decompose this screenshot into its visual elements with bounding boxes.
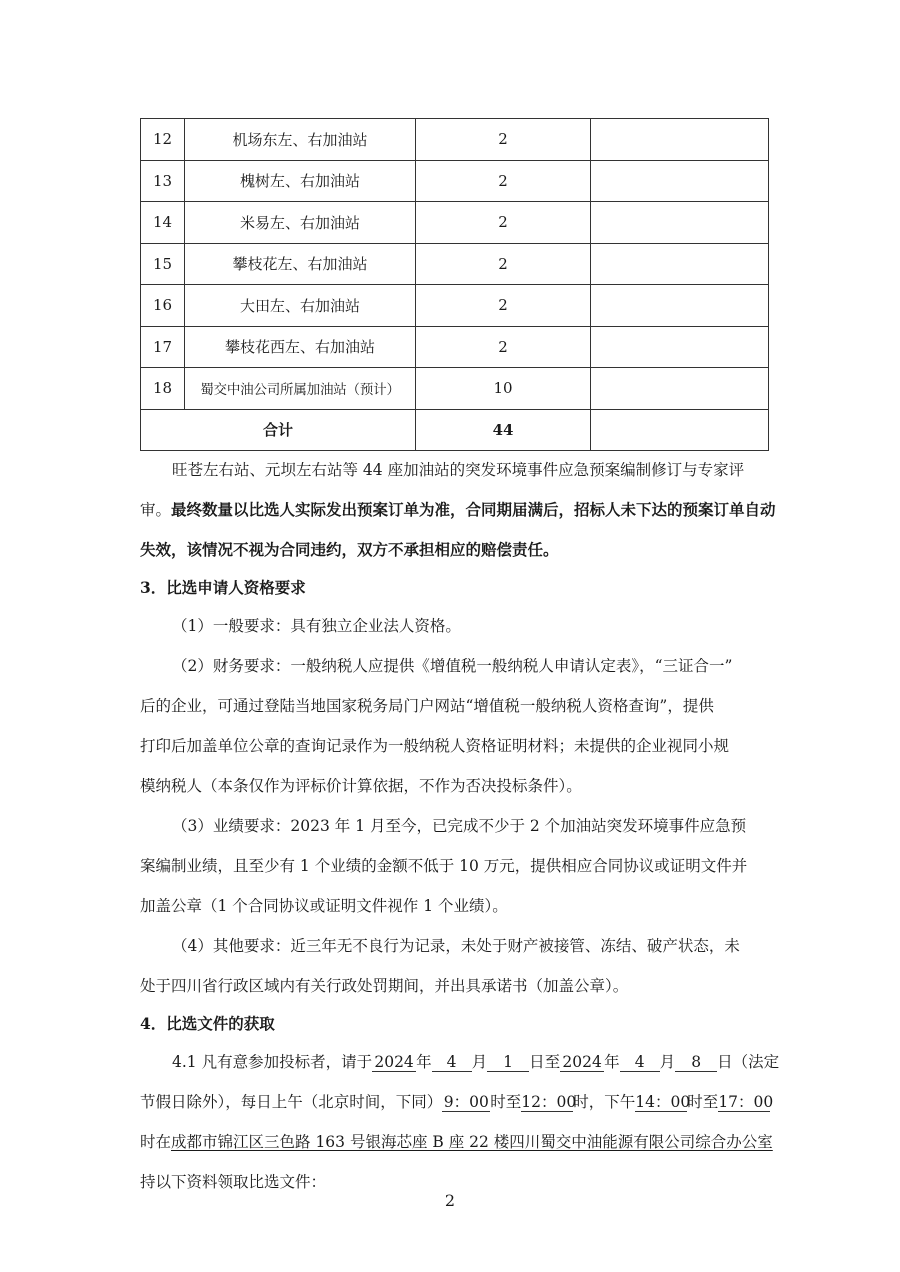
table-total-row: [141, 409, 769, 451]
month-char-2: 月: [659, 1053, 676, 1071]
total-note: [591, 409, 769, 451]
station-count: 2: [416, 285, 591, 327]
scope-line-1: 旺苍左右站、元坝左右站等 44 座加油站的突发环境事件应急预案编制修订与专家评: [172, 461, 745, 479]
acquisition-prefix: 4.1 凡有意参加投标者，请于: [172, 1053, 373, 1071]
page-number: 2: [444, 1191, 456, 1210]
am-end-field: 12：00: [521, 1093, 577, 1111]
table-row: [141, 243, 769, 285]
requirement-4-line-1: （4）其他要求：近三年无不良行为记录，未处于财产被接管、冻结、破产状态，未: [172, 937, 740, 955]
start-month-field: 4: [432, 1053, 472, 1072]
scope-line-2-bold: 最终数量以比选人实际发出预案订单为准，合同期届满后，招标人未下达的预案订单自动: [171, 500, 776, 519]
scope-line-2-normal: 审。: [140, 501, 172, 519]
requirement-2-line-1: （2）财务要求：一般纳税人应提供《增值税一般纳税人申请认定表》，“三证合一”: [172, 657, 733, 675]
year-char: 年: [416, 1053, 432, 1071]
gas-station-table: [140, 118, 769, 451]
row-note: [591, 202, 769, 244]
end-month-field: 4: [620, 1053, 660, 1072]
station-name: 槐树左、右加油站: [185, 160, 416, 202]
table-row: [141, 285, 769, 327]
station-count: 2: [416, 326, 591, 368]
table-row: [141, 202, 769, 244]
station-count: 10: [416, 368, 591, 410]
day-to-text: 日至: [529, 1053, 561, 1071]
row-note: [591, 326, 769, 368]
station-name: 攀枝花左、右加油站: [185, 243, 416, 285]
requirement-3-line-1: （3）业绩要求：2023 年 1 月至今，已完成不少于 2 个加油站突发环境事件应急预: [172, 817, 747, 835]
requirement-2-line-3: 打印后加盖单位公章的查询记录作为一般纳税人资格证明材料；未提供的企业视同小规: [140, 737, 730, 755]
station-count: 2: [416, 119, 591, 161]
table-row: [141, 326, 769, 368]
station-name: 攀枝花西左、右加油站: [185, 326, 416, 368]
row-number: 17: [141, 326, 185, 368]
shi-zhi-text: 时至: [490, 1093, 522, 1111]
section-4-heading: 4．比选文件的获取: [140, 1014, 275, 1033]
table-row: [141, 119, 769, 161]
requirement-2-line-2: 后的企业，可通过登陆当地国家税务局门户网站“增值税一般纳税人资格查询”，提供: [140, 697, 714, 715]
pm-end-field: 17：00: [718, 1093, 774, 1111]
requirement-1: （1）一般要求：具有独立企业法人资格。: [172, 617, 461, 635]
total-count: 44: [416, 409, 591, 451]
station-count: 2: [416, 160, 591, 202]
requirement-4-line-2: 处于四川省行政区域内有关行政处罚期间，并出具承诺书（加盖公章）。: [140, 977, 629, 995]
hours-prefix: 节假日除外），每日上午（北京时间，下同）: [140, 1093, 443, 1111]
location-prefix: 时在: [140, 1133, 172, 1151]
end-day-field: 8: [675, 1053, 717, 1072]
acquisition-line-3: [140, 1132, 773, 1152]
row-note: [591, 160, 769, 202]
month-char: 月: [471, 1053, 488, 1071]
start-day-field: 1: [487, 1053, 529, 1072]
table-row: [141, 160, 769, 202]
address-text: 成都市锦江区三色路 163 号银海芯座 B 座 22 楼四川蜀交中油能源有限公司综合办公室: [171, 1133, 773, 1151]
am-start-field: 9：00: [443, 1093, 489, 1111]
acquisition-line-4: 持以下资料领取比选文件：: [140, 1173, 327, 1191]
scope-line-2: [140, 500, 776, 520]
acquisition-line-2: [140, 1092, 774, 1112]
pm-start-field: 14：00: [635, 1093, 691, 1111]
row-number: 14: [141, 202, 185, 244]
station-count: 2: [416, 243, 591, 285]
scope-line-3: 失效，该情况不视为合同违约，双方不承担相应的赔偿责任。: [140, 540, 559, 559]
acquisition-line-1: [172, 1052, 779, 1072]
year-char-2: 年: [604, 1053, 620, 1071]
row-note: [591, 119, 769, 161]
acquisition-suffix: 日（法定: [717, 1053, 780, 1071]
end-year-field: 2024: [560, 1053, 604, 1072]
row-number: 18: [141, 368, 185, 410]
requirement-3-line-3: 加盖公章（1 个合同协议或证明文件视作 1 个业绩）。: [140, 897, 508, 915]
section-3-heading: 3．比选申请人资格要求: [140, 578, 306, 597]
total-label: 合计: [141, 409, 416, 451]
shi-zhi-text-2: 时至: [687, 1093, 719, 1111]
station-name: 蜀交中油公司所属加油站（预计）: [185, 368, 416, 410]
hours-mid: 时，下午: [573, 1093, 636, 1111]
requirement-3-line-2: 案编制业绩，且至少有 1 个业绩的金额不低于 10 万元，提供相应合同协议或证明文件并: [140, 857, 748, 875]
station-name: 米易左、右加油站: [185, 202, 416, 244]
station-name: 机场东左、右加油站: [185, 119, 416, 161]
start-year-field: 2024: [372, 1053, 416, 1072]
station-count: 2: [416, 202, 591, 244]
row-number: 16: [141, 285, 185, 327]
row-number: 13: [141, 160, 185, 202]
row-note: [591, 285, 769, 327]
requirement-2-line-4: 模纳税人（本条仅作为评标价计算依据，不作为否决投标条件）。: [140, 777, 582, 795]
station-name: 大田左、右加油站: [185, 285, 416, 327]
row-number: 12: [141, 119, 185, 161]
row-number: 15: [141, 243, 185, 285]
row-note: [591, 368, 769, 410]
table-row: [141, 368, 769, 410]
row-note: [591, 243, 769, 285]
